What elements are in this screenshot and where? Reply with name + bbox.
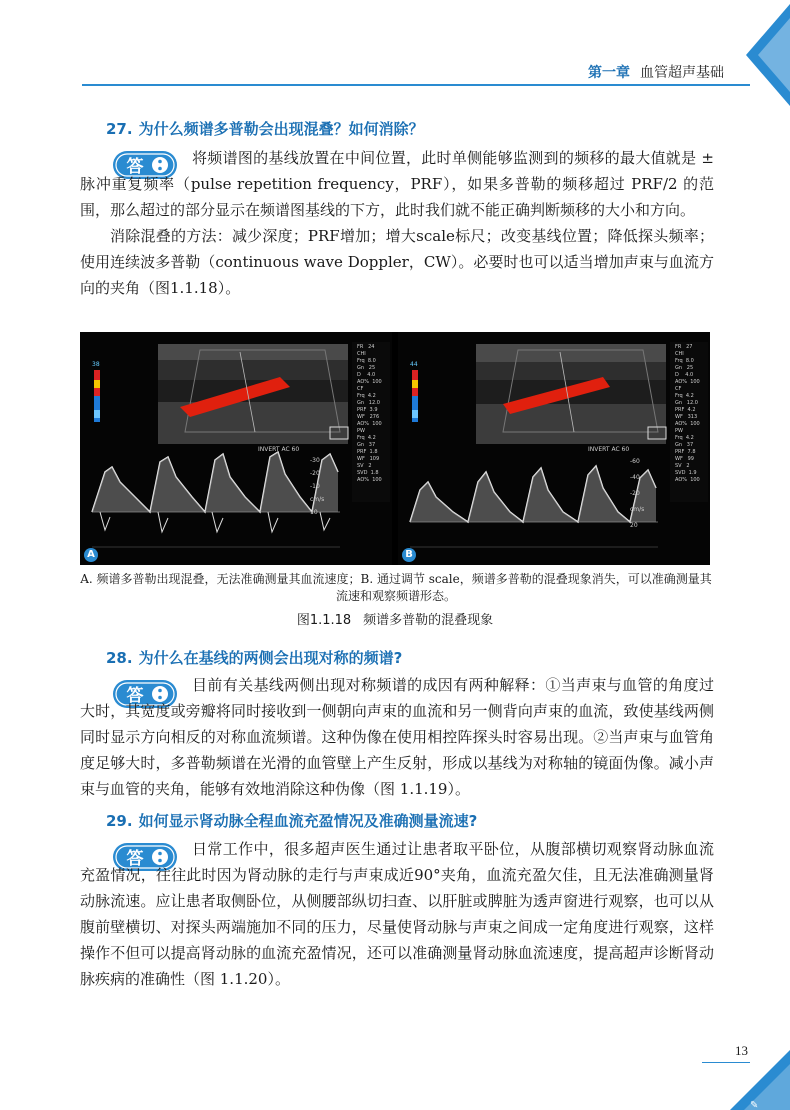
scale-tick: -30 <box>310 457 320 464</box>
scale-tick: cm/s <box>630 506 645 513</box>
badge-char: 答 <box>126 849 144 869</box>
paragraph: 目前有关基线两侧出现对称频谱的成因有两种解释：①当声束与血管的角度过大时，其宽度或旁瓣将同时接收到一侧朝向声束的血流和另一侧背向声束的血流，致使基线两侧同时显示方向相反的对称血流频谱。这种伪像在使用相控阵探头时容易出现。②当声束与血管角度足够大时，多普勒频谱在光滑的血管壁上产生反射，形成以基线为对称轴的镜面伪像。减小声束与血管的夹角，能够有效地消除这种伪像（图 1.1.19）。 <box>80 676 714 798</box>
running-header <box>588 62 724 82</box>
ultrasound-panel-a <box>80 332 392 565</box>
velocity-scale <box>310 454 340 519</box>
header-rule <box>82 84 750 86</box>
machine-params: FR 24 CHI Frq 8.0 Gn 25 D 4.0 AO% 100 CF Frq 4.2 Gn 12.0 PRF 3.9 WF 276 AO% 100 PW Frq 4.2 Gn 37 PRF 1.8 WF 109 SV 2 SVD 1.8 AO% 100 <box>357 344 382 483</box>
svg-text:38: 38 <box>92 361 100 368</box>
scale-tick: -20 <box>630 490 640 497</box>
question-number: 28. <box>106 649 133 667</box>
badge-char: 答 <box>126 157 144 177</box>
chapter-label: 第一章 <box>588 65 630 81</box>
scale-tick: -40 <box>630 474 640 481</box>
scale-tick: -20 <box>310 470 320 477</box>
figure-title <box>0 609 790 628</box>
velocity-scale <box>630 454 660 534</box>
svg-text:44: 44 <box>410 361 418 368</box>
page-number: 13 <box>735 1043 748 1058</box>
machine-params: FR 27 CHI Frq 8.0 Gn 25 D 4.0 AO% 100 CF Frq 4.2 Gn 12.0 PRF 4.2 WF 313 AO% 100 PW Frq 4.2 Gn 37 PRF 7.8 WF 99 SV 2 SVD 1.9 AO% 100 <box>675 344 700 483</box>
question-number: 29. <box>106 812 133 830</box>
figure-title-text: 频谱多普勒的混叠现象 <box>363 613 494 628</box>
question-text: 为什么在基线的两侧会出现对称的频谱? <box>138 649 403 667</box>
pen-icon: ✎ <box>750 1100 759 1110</box>
question-28-title <box>106 647 402 668</box>
panel-label-a: A <box>84 548 98 562</box>
question-text: 如何显示肾动脉全程血流充盈情况及准确测量流速? <box>138 812 478 830</box>
badge-char: 答 <box>126 686 144 706</box>
question-text: 为什么频谱多普勒会出现混叠？如何消除？ <box>138 120 424 138</box>
corner-decoration <box>730 1050 790 1110</box>
paragraph: 将频谱图的基线放置在中间位置，此时单侧能够监测到的频移的最大值就是 ± 脉冲重复频率（pulse repetition frequency，PRF），如果多普勒的频移超过 PRF/2 的范围，那么超过的部分显示在频谱图基线的下方，此时我们就不能正确判断频移的大小和方向。 <box>80 149 714 219</box>
question-29-title <box>106 810 477 831</box>
scale-tick: 10 <box>310 509 318 516</box>
answer-28 <box>80 672 714 802</box>
ultrasound-image-b <box>398 332 710 565</box>
invert-label: INVERT AC 60 <box>258 446 300 453</box>
paragraph: 消除混叠的方法：减少深度；PRF增加；增大scale标尺；改变基线位置；降低探头频率；使用连续波多普勒（continuous wave Doppler，CW）。必要时也可以适当增加声束与血流方向的夹角（图1.1.18）。 <box>80 227 714 297</box>
scale-tick: cm/s <box>310 496 325 503</box>
scale-tick: 20 <box>630 522 638 529</box>
paragraph: 日常工作中，很多超声医生通过让患者取平卧位，从腹部横切观察肾动脉血流充盈情况，往往此时因为肾动脉的走行与声束成近90°夹角，血流充盈欠佳，且无法准确测量肾动脉流速。应让患者取侧卧位，从侧腰部纵切扫查、以肝脏或脾脏为透声窗进行观察，也可以从腹前壁横切、对探头两端施加不同的压力，尽量使肾动脉与声束之间成一定角度进行观察，这样操作不但可以提高肾动脉的血流充盈情况，还可以准确测量肾动脉血流速度，提高超声诊断肾动脉疾病的准确性（图 1.1.20）。 <box>80 840 714 988</box>
question-27-title <box>106 118 424 139</box>
scale-tick: -10 <box>310 483 320 490</box>
question-number: 27. <box>106 120 133 138</box>
figure-number: 图1.1.18 <box>296 613 352 628</box>
scale-tick: -60 <box>630 458 640 465</box>
answer-29 <box>80 836 714 992</box>
panel-label-b: B <box>402 548 416 562</box>
figure-caption: A. 频谱多普勒出现混叠，无法准确测量其血流速度；B. 通过调节 scale，频谱多普勒的混叠现象消失，可以准确测量其流速和观察频谱形态。 <box>80 572 712 603</box>
chapter-title: 血管超声基础 <box>640 65 724 81</box>
figure-1-1-18 <box>80 332 710 565</box>
invert-label: INVERT AC 60 <box>588 446 630 453</box>
ultrasound-panel-b <box>398 332 710 565</box>
ultrasound-image-a <box>80 332 392 565</box>
corner-decoration <box>740 0 790 110</box>
answer-27 <box>80 145 714 301</box>
